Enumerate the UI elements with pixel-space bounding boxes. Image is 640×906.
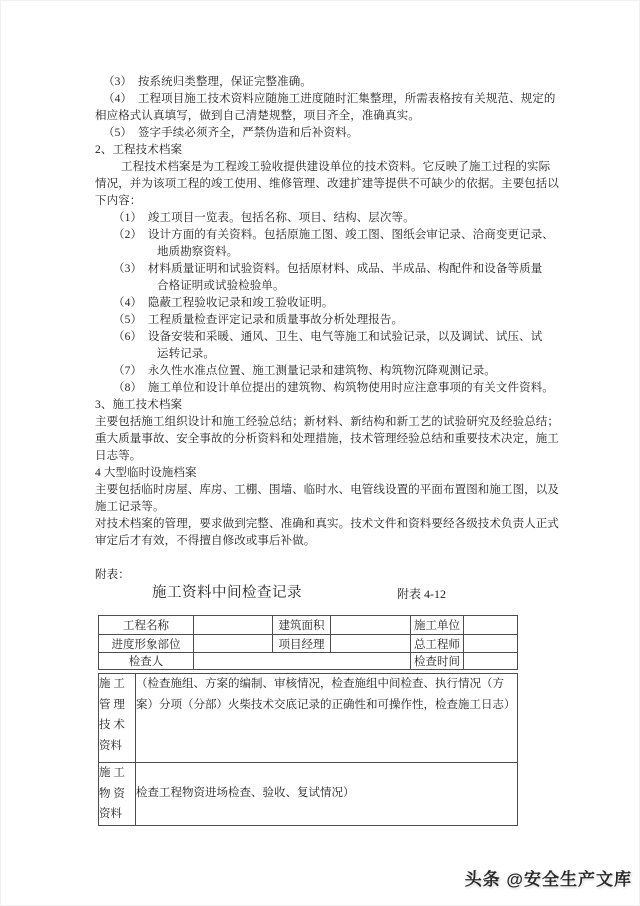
text-line: （3） 材料质量证明和试验资料。包括原材料、成品、半成品、构配件和设备等质量 [113, 263, 543, 275]
attachment-table-ref: 附表 4-12 [397, 587, 446, 601]
text-line: 审定后才有效，不得擅自修改或事后补做。 [95, 535, 316, 547]
text-line: 合格证明或试验检验单。 [157, 280, 285, 292]
text-line: 下内容： [95, 195, 142, 207]
text-line: 地质勘察资料。 [157, 246, 239, 258]
text-line: 情况，并为该项工程的竣工使用、维修管理、改建扩建等提供不可缺少的依据。主要包括以 [95, 178, 559, 190]
text-line: 主要包括施工组织设计和施工经验总结；新材料、新结构和新工艺的试验研究及经验总结； [95, 416, 559, 428]
text-line: （2） 设计方面的有关资料。包括原施工图、竣工图、图纸会审记录、洽商变更记录、 [113, 229, 554, 241]
building-area-label: 建筑面积 [273, 616, 331, 635]
chief-engineer-value-cell [464, 635, 518, 653]
text-line: 2、工程技术档案 [95, 144, 183, 156]
text-line: 重大质量事故、安全事故的分析资料和处理措施，技术管理经验总结和重要技术决定，施工 [95, 433, 559, 445]
inspection-form-body-table [98, 673, 518, 826]
materials-data-content-cell [136, 763, 518, 826]
section-label-line: 资料 [99, 808, 122, 820]
text-line: 4 大型临时设施档案 [95, 467, 197, 479]
form-row-3 [99, 653, 518, 670]
content-line: （检查施组、方案的编制、审核情况，检查施组中间检查、执行情况（方 [136, 678, 504, 690]
text-line: 施工记录等。 [95, 501, 165, 513]
text-line: （1） 竣工项目一览表。包括名称、项目、结构、层次等。 [113, 212, 415, 224]
text-line: （8） 施工单位和设计单位提出的建筑物、构筑物使用时应注意事项的有关文件资料。 [113, 382, 554, 394]
project-manager-label: 项目经理 [273, 635, 331, 653]
attachment-table-title: 施工资料中间检查记录 [152, 585, 302, 601]
project-manager-value-cell [331, 635, 411, 653]
text-line: 3、施工技术档案 [95, 399, 183, 411]
content-line: 案）分项（分部）火柴技术交底记录的正确性和可操作性，检查施工日志） [136, 699, 516, 711]
inspection-form-header-table [98, 615, 518, 670]
inspector-label: 检查人 [99, 653, 194, 670]
text-line: 运转记录。 [157, 348, 215, 360]
form-row-management [99, 674, 518, 763]
management-data-section-label [99, 674, 136, 763]
project-name-value-cell [194, 616, 273, 635]
text-line: 工程技术档案是为工程竣工验收提供建设单位的技术资料。它反映了施工过程的实际 [121, 161, 551, 173]
materials-data-section-label [99, 763, 136, 826]
text-line: （6） 设备安装和采暖、通风、卫生、电气等施工和试验记录，以及调试、试压、试 [113, 331, 543, 343]
section-label-line: 物 资 [99, 787, 125, 800]
text-line: 相应格式认真填写，做到自己清楚规整，项目齐全，准确真实。 [95, 110, 420, 122]
text-line: （3） 按系统归类整理，保证完整准确。 [103, 76, 312, 88]
project-name-label: 工程名称 [99, 616, 194, 635]
text-line: （4） 工程项目施工技术资料应随施工进度随时汇集整理，所需表格按有关规范、规定的 [103, 93, 556, 105]
inspection-time-value-cell [464, 653, 518, 670]
construction-unit-label: 施工单位 [411, 616, 464, 635]
construction-unit-value-cell [464, 616, 518, 635]
watermark: 头条 @安全生产文库 [464, 870, 632, 889]
progress-part-label: 进度形象部位 [99, 635, 194, 653]
section-label-line: 施 工 [99, 767, 125, 779]
text-line: 主要包括临时房屋、库房、工棚、围墙、临时水、电管线设置的平面布置图和施工图，以及 [95, 484, 559, 496]
section-label-line: 资料 [99, 739, 122, 752]
building-area-value-cell [331, 616, 411, 635]
progress-part-value-cell [194, 635, 273, 653]
inspector-value-cell [194, 653, 411, 670]
inspection-time-label: 检查时间 [411, 653, 464, 670]
text-line [95, 550, 561, 567]
section-label-line: 技 术 [99, 719, 125, 731]
text-line: （5） 工程质量检查评定记录和质量事故分析处理报告。 [113, 314, 404, 326]
form-row-materials [99, 763, 518, 826]
section-label-line: 施 工 [99, 678, 125, 690]
form-row-1 [99, 616, 518, 635]
body-text [95, 74, 561, 584]
text-line: （7） 永久性水准点位置、施工测量记录和建筑物、构筑物沉降观测记录。 [113, 365, 496, 377]
text-line: （4） 隐蔽工程验收记录和竣工验收证明。 [113, 297, 334, 309]
section-label-line: 管 理 [99, 698, 125, 711]
content-line: 检查工程物资进场检查、验收、复试情况） [136, 787, 355, 800]
form-row-2 [99, 635, 518, 653]
text-line: 对技术档案的管理，要求做到完整、准确和真实。技术文件和资料要经各级技术负责人正式 [95, 518, 559, 530]
management-data-content-cell [136, 674, 518, 763]
text-line: （5） 签字手续必须齐全，严禁伪造和后补资料。 [103, 127, 359, 139]
text-line: 附表： [95, 569, 130, 581]
chief-engineer-label: 总工程师 [411, 635, 464, 653]
text-line: 日志等。 [95, 450, 142, 462]
